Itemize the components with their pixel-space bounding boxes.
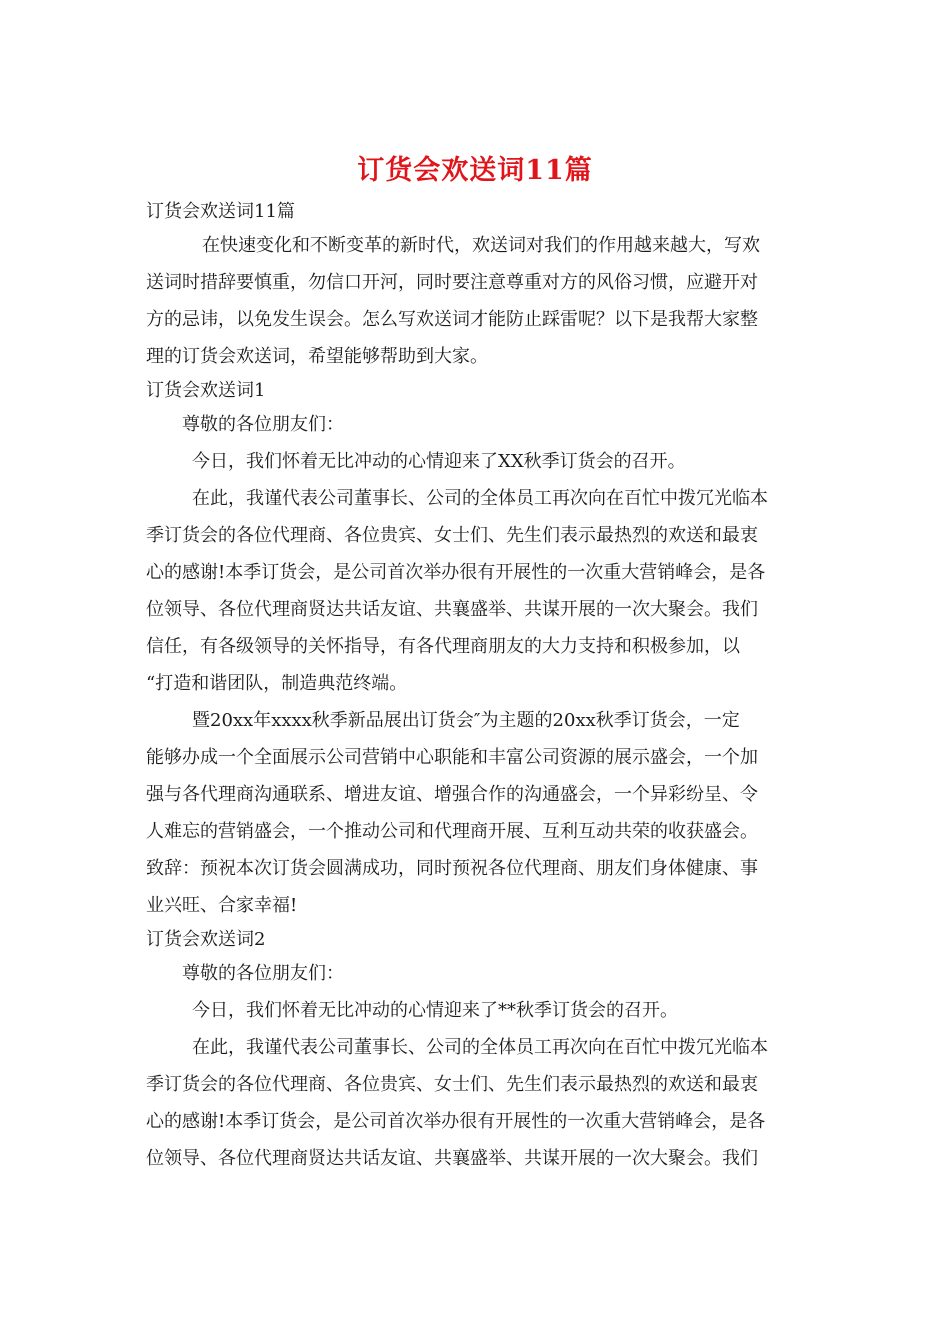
paragraph-line: 人难忘的营销盛会，一个推动公司和代理商开展、互利互动共荣的收获盛会。 (146, 821, 758, 842)
paragraph-line: 信任，有各级领导的关怀指导，有各代理商朋友的大力支持和积极参加，以 (146, 636, 740, 657)
paragraph-line: 致辞：预祝本次订货会圆满成功，同时预祝各位代理商、朋友们身体健康、事 (146, 858, 758, 879)
paragraph-line: 在此，我谨代表公司董事长、公司的全体员工再次向在百忙中拨冗光临本 (192, 1037, 768, 1058)
paragraph-line: 今日，我们怀着无比冲动的心情迎来了**秋季订货会的召开。 (192, 1000, 678, 1021)
paragraph-line: 季订货会的各位代理商、各位贵宾、女士们、先生们表示最热烈的欢送和最衷 (146, 1074, 758, 1095)
paragraph-line: 尊敬的各位朋友们： (182, 963, 344, 984)
paragraph-line: 暨20xx年xxxx秋季新品展出订货会″为主题的20xx秋季订货会，一定 (192, 710, 740, 731)
paragraph-line: 在此，我谨代表公司董事长、公司的全体员工再次向在百忙中拨冗光临本 (192, 488, 768, 509)
document-title: 订货会欢送词11篇 (357, 155, 593, 186)
paragraph-line: 业兴旺、合家幸福! (146, 895, 298, 916)
document-body (146, 196, 806, 1177)
paragraph-line: 心的感谢!本季订货会，是公司首次举办很有开展性的一次重大营销峰会，是各 (146, 1111, 766, 1132)
section-heading: 订货会欢送词11篇 (146, 201, 295, 222)
paragraph-line: 位领导、各位代理商贤达共话友谊、共襄盛举、共谋开展的一次大聚会。我们 (146, 599, 758, 620)
paragraph-line: 在快速变化和不断变革的新时代，欢送词对我们的作用越来越大，写欢 (202, 235, 760, 256)
paragraph-line: 今日，我们怀着无比冲动的心情迎来了XX秋季订货会的召开。 (192, 451, 686, 472)
paragraph-line: 心的感谢!本季订货会，是公司首次举办很有开展性的一次重大营销峰会，是各 (146, 562, 766, 583)
paragraph-line: 季订货会的各位代理商、各位贵宾、女士们、先生们表示最热烈的欢送和最衷 (146, 525, 758, 546)
paragraph-line: 送词时措辞要慎重，勿信口开河，同时要注意尊重对方的风俗习惯，应避开对 (146, 272, 758, 293)
section-heading: 订货会欢送词2 (146, 929, 266, 950)
paragraph-line: 方的忌讳，以免发生误会。怎么写欢送词才能防止踩雷呢？以下是我帮大家整 (146, 309, 758, 330)
paragraph-line: 位领导、各位代理商贤达共话友谊、共襄盛举、共谋开展的一次大聚会。我们 (146, 1148, 758, 1169)
paragraph-line: 理的订货会欢送词，希望能够帮助到大家。 (146, 346, 488, 367)
paragraph-line: 强与各代理商沟通联系、增进友谊、增强合作的沟通盛会，一个异彩纷呈、令 (146, 784, 758, 805)
paragraph-line: 能够办成一个全面展示公司营销中心职能和丰富公司资源的展示盛会，一个加 (146, 747, 758, 768)
section-heading: 订货会欢送词1 (146, 380, 266, 401)
paragraph-line: 尊敬的各位朋友们： (182, 414, 344, 435)
paragraph-line: “打造和谐团队，制造典范终端。 (146, 673, 408, 694)
